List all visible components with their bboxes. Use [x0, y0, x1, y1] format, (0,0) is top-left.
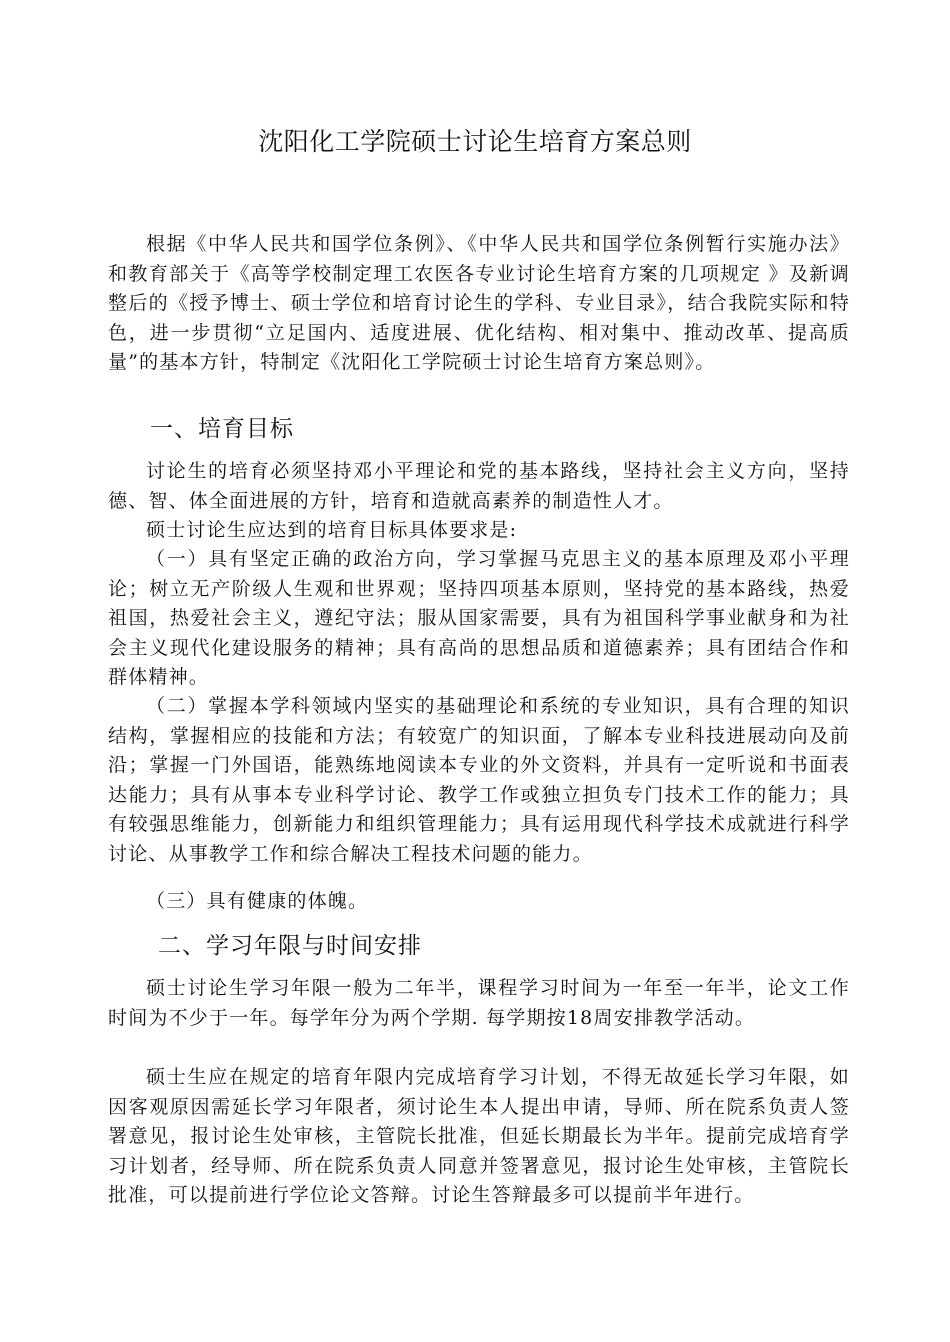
section1-paragraph-2: 硕士讨论生应达到的培育目标具体要求是:: [146, 519, 518, 541]
section1-item-3: （三）具有健康的体魄。: [146, 890, 369, 912]
section-heading-training-goals: 一、培育目标: [150, 416, 294, 442]
section2-paragraph-2: 硕士生应在规定的培育年限内完成培育学习计划，不得无故延长学习年限，如因客观原因需延长学习年限者，须讨论生本人提出申请，导师、所在院系负责人签署意见，报讨论生处审核，主管院长批准，但延长期最长为半年。提前完成培育学习计划者，经导师、所在院系负责人同意并签署意见，报讨论生处审核，主管院长批准，可以提前进行学位论文答辩。讨论生答辩最多可以提前半年进行。: [108, 1066, 850, 1206]
section1-item-2: （二）掌握本学科领域内坚实的基础理论和系统的专业知识，具有合理的知识结构，掌握相应的技能和方法；有较宽广的知识面，了解本专业科技进展动向及前沿；掌握一门外国语，能熟练地阅读本专业的外文资料，并具有一定听说和书面表达能力；具有从事本专业科学讨论、教学工作或独立担负专门技术工作的能力；具有较强思维能力，创新能力和组织管理能力；具有运用现代科学技术成就进行科学讨论、从事教学工作和综合解决工程技术问题的能力。: [108, 695, 850, 865]
section1-paragraph-1: 讨论生的培育必须坚持邓小平理论和党的基本路线，坚持社会主义方向，坚持德、智、体全面进展的方针，培育和造就高素养的制造性人才。: [108, 460, 850, 512]
document-title: 沈阳化工学院硕士讨论生培育方案总则: [258, 127, 692, 156]
section1-item-1: （一）具有坚定正确的政治方向，学习掌握马克思主义的基本原理及邓小平理论；树立无产阶级人生观和世界观；坚持四项基本原则，坚持党的基本路线，热爱祖国，热爱社会主义，遵纪守法；服从国家需要，具有为祖国科学事业献身和为社会主义现代化建设服务的精神；具有高尚的思想品质和道德素养；具有团结合作和群体精神。: [108, 548, 850, 688]
intro-paragraph: 根据《中华人民共和国学位条例》、《中华人民共和国学位条例暂行实施办法》和教育部关于《高等学校制定理工农医各专业讨论生培育方案的几项规定 》及新调整后的《授予博士、硕士学位和培育讨论生的学科、专业目录》，结合我院实际和特色，进一步贯彻“立足国内、适度进展、优化结构、相对集中、推动改革、提高质量”的基本方针，特制定《沈阳化工学院硕士讨论生培育方案总则》。: [108, 233, 850, 373]
section2-paragraph-1: 硕士讨论生学习年限一般为二年半，课程学习时间为一年至一年半，论文工作时间为不少于一年。每学年分为两个学期. 每学期按18周安排教学活动。: [108, 977, 850, 1029]
section-heading-duration-schedule: 二、学习年限与时间安排: [158, 933, 422, 959]
